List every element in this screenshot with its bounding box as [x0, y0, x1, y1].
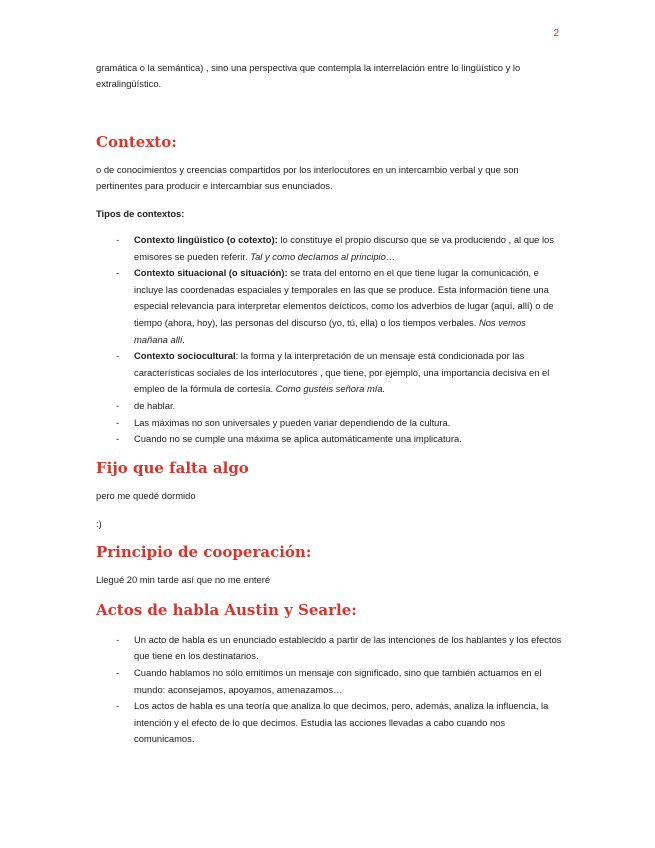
dash-bullet: - [116, 416, 120, 428]
list-item [96, 665, 562, 698]
item-bold: Contexto sociocultural [134, 350, 236, 362]
item-text: se trata del entorno en el que tiene lugar la comunicación, e incluye las coordenadas espaciales y temporales en las que se produce. Esta información tiene una especial relevancia para interpretar elementos deícticos, como los adverbios de lugar (aquí, allí) o de tiempo (ahora, hoy), las personas del discurso (yo, tú, ella) o los tiempos verbales. [134, 267, 554, 328]
item-text: de hablar. [134, 399, 176, 411]
item-bold: Contexto situacional (o situación): [134, 267, 288, 279]
page-number: 2 [553, 28, 559, 39]
item-text: Los actos de habla es una teoría que analiza lo que decimos, pero, además, analiza la influencia, la intención y el efecto de lo que decimos. Estudia las acciones llevadas a cabo cuando nos comunicamos. [134, 700, 549, 745]
dash-bullet: - [116, 433, 120, 445]
intro-paragraph: gramática o la semántica) , sino una perspectiva que contempla la interrelación entre lo lingüístico y lo extralingüístico. [96, 62, 521, 89]
dash-bullet: - [116, 633, 120, 645]
tipos-label: Tipos de contextos: [96, 208, 185, 219]
list-item [96, 348, 562, 398]
item-italic: Nos vemos mañana allí. [134, 316, 526, 345]
item-italic: Como gustéis señora mía. [275, 383, 386, 395]
list-item [96, 265, 562, 348]
principio-line-1: Llegué 20 min tarde así que no me enteré [96, 573, 271, 585]
heading-fijo: Fijo que falta algo [96, 458, 249, 477]
contexto-list [96, 232, 562, 448]
item-text: Cuando hablamos no sólo emitimos un mensaje con significado, sino que también actuamos en el mundo: aconsejamos, apoyamos, amenazamos… [134, 666, 542, 695]
dash-bullet: - [116, 267, 120, 279]
item-text: Cuando no se cumple una máxima se aplica automáticamente una implicatura. [134, 433, 462, 445]
actos-list [96, 632, 562, 748]
item-bold: Contexto lingüístico (o cotexto): [134, 234, 278, 245]
item-text: lo constituye el propio discurso que se va produciendo , al que los emisores se pueden referir. [134, 234, 554, 262]
list-item [96, 632, 562, 665]
heading-actos: Actos de habla Austin y Searle: [96, 600, 357, 619]
heading-principio: Principio de cooperación: [96, 542, 312, 561]
dash-bullet: - [116, 399, 120, 411]
list-item [96, 415, 562, 432]
item-text: Las máximas no son universales y pueden variar dependiendo de la cultura. [134, 416, 451, 428]
list-item [96, 431, 562, 448]
dash-bullet: - [116, 234, 120, 245]
item-italic: Tal y como decíamos al principio… [250, 250, 396, 262]
item-text: Un acto de habla es un enunciado establecido a partir de las intenciones de los hablantes y los efectos que tiene en los destinatarios. [134, 633, 562, 662]
item-text: : la forma y la interpretación de un mensaje está condicionada por las características sociales de los interlocutores , que tiene, por ejemplo, una importancia decisiva en el empleo de la fórmula de cortesía. [134, 350, 550, 395]
page-content [96, 60, 562, 748]
list-item [96, 232, 562, 265]
dash-bullet: - [116, 350, 120, 362]
list-item [96, 398, 562, 415]
fijo-line-1: pero me quedé dormido [96, 489, 196, 501]
fijo-line-2: :) [96, 517, 102, 529]
contexto-definition: o de conocimientos y creencias compartidos por los interlocutores en un intercambio verbal y que son pertinentes para producir e intercambiar sus enunciados. [96, 164, 519, 191]
list-item [96, 698, 562, 748]
heading-contexto: Contexto: [96, 133, 177, 151]
dash-bullet: - [116, 700, 120, 712]
dash-bullet: - [116, 666, 120, 678]
